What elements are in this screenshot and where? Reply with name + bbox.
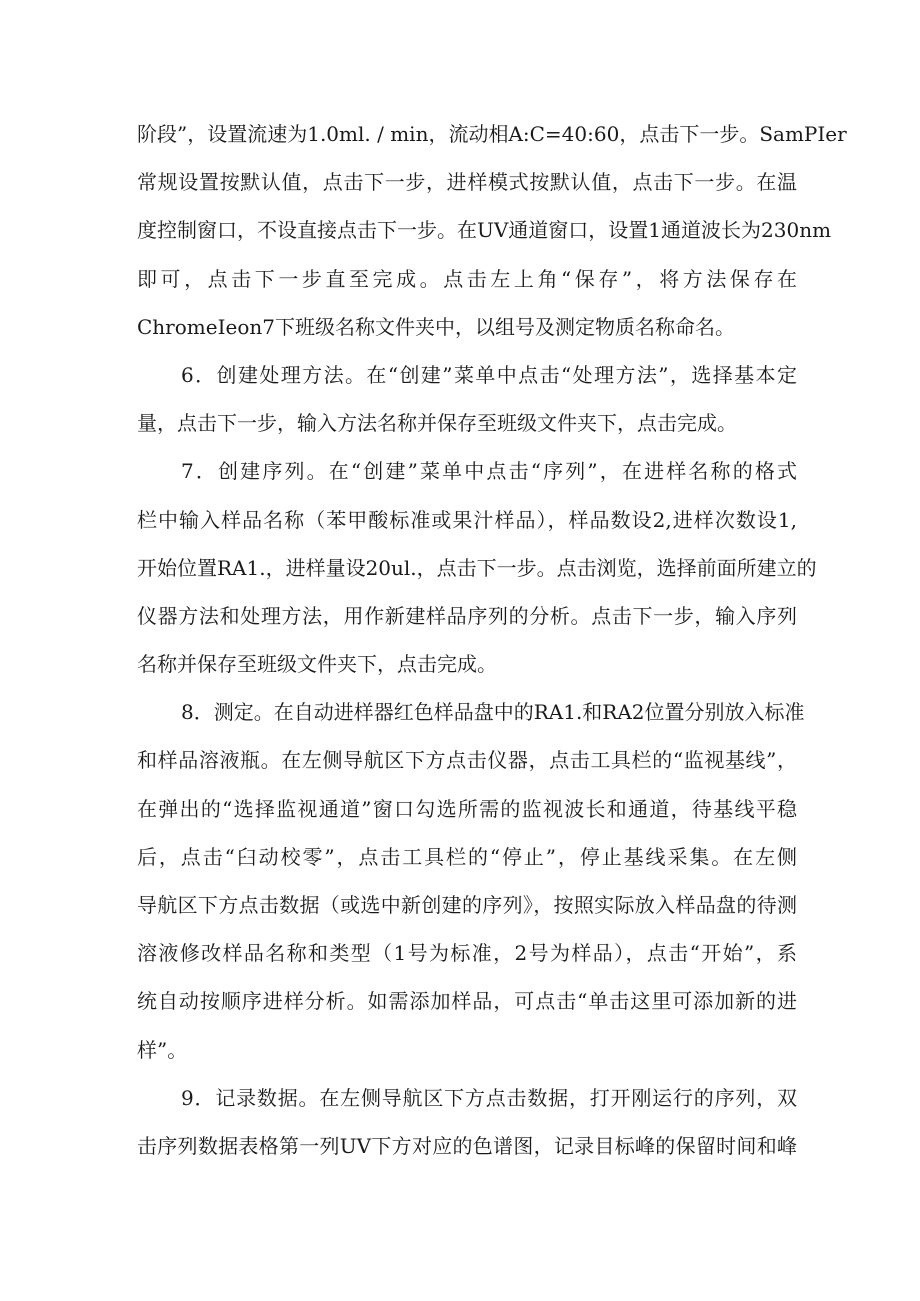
text-line: 和样品溶液瓶。在左侧导航区下方点击仪器，点击工具栏的“监视基线”， (137, 748, 797, 773)
document-body (137, 110, 847, 1170)
text-line: 即可，点击下一步直至完成。点击左上角“保存”，将方法保存在 (137, 266, 797, 291)
text-line: 导航区下方点击数据（或选中新创建的序列》，按照实际放入样品盘的待测 (137, 893, 797, 917)
text-line: 统自动按顺序进样分析。如需添加样品，可点击“单击这里可添加新的进 (137, 989, 797, 1014)
paragraph-step8 (137, 688, 805, 1074)
text-line: 开始位置RA1.，进样量设20ul.，点击下一步。点击浏览，选择前面所建立的 (137, 555, 817, 580)
text-line: ChromeIeon7下班级名称文件夹中，以组号及测定物质名称命名。 (137, 314, 735, 339)
text-line: 在弹出的“选择监视通道”窗口勾选所需的监视波长和通道，待基线平稳 (137, 796, 797, 821)
text-line: 仪器方法和处理方法，用作新建样品序列的分析。点击下一步，输入序列 (137, 603, 797, 628)
text-line: 击序列数据表格第一列UV下方对应的色谱图，记录目标峰的保留时间和峰 (137, 1133, 797, 1158)
text-line: 9．记录数据。在左侧导航区下方点击数据，打开刚运行的序列，双 (181, 1085, 797, 1110)
text-line: 名称并保存至班级文件夹下，点击完成。 (137, 652, 497, 677)
paragraph-step6 (137, 351, 797, 447)
text-line: 样”。 (137, 1037, 188, 1062)
text-line: 后，点击“臼动校零”，点击工具栏的“停止”，停止基线采集。在左侧 (137, 844, 797, 869)
text-line: 常规设置按默认值，点击下一步，进样模式按默认值，点击下一步。在温 (137, 170, 797, 195)
text-line: 6．创建处理方法。在“创建”菜单中点击“处理方法”，选择基本定 (181, 362, 797, 387)
paragraph-step9 (137, 1074, 797, 1170)
text-line: 阶段”，设置流速为1.0ml. / min，流动相A:C=40:60，点击下一步。SamPIer (137, 122, 847, 146)
text-line: 8．测定。在自动进样器红色样品盘中的RA1.和RA2位置分别放入标准 (181, 700, 805, 725)
text-line: 栏中输入样品名称（苯甲酸标准或果汁样品），样品数设2,进样次数设1, (137, 507, 797, 532)
paragraph-step5-continued (137, 110, 847, 351)
paragraph-step7 (137, 447, 817, 688)
text-line: 度控制窗口，不设直接点击下一步。在UV通道窗口，设置1通道波长为230nm (137, 218, 832, 243)
text-line: 量，点击下一步，输入方法名称并保存至班级文件夹下，点击完成。 (137, 411, 737, 436)
text-line: 溶液修改样品名称和类型（1号为标准，2号为样品），点击“开始”，系 (137, 941, 797, 966)
text-line: 7．创建序列。在“创建”菜单中点击“序列”，在进样名称的格式 (181, 459, 797, 484)
